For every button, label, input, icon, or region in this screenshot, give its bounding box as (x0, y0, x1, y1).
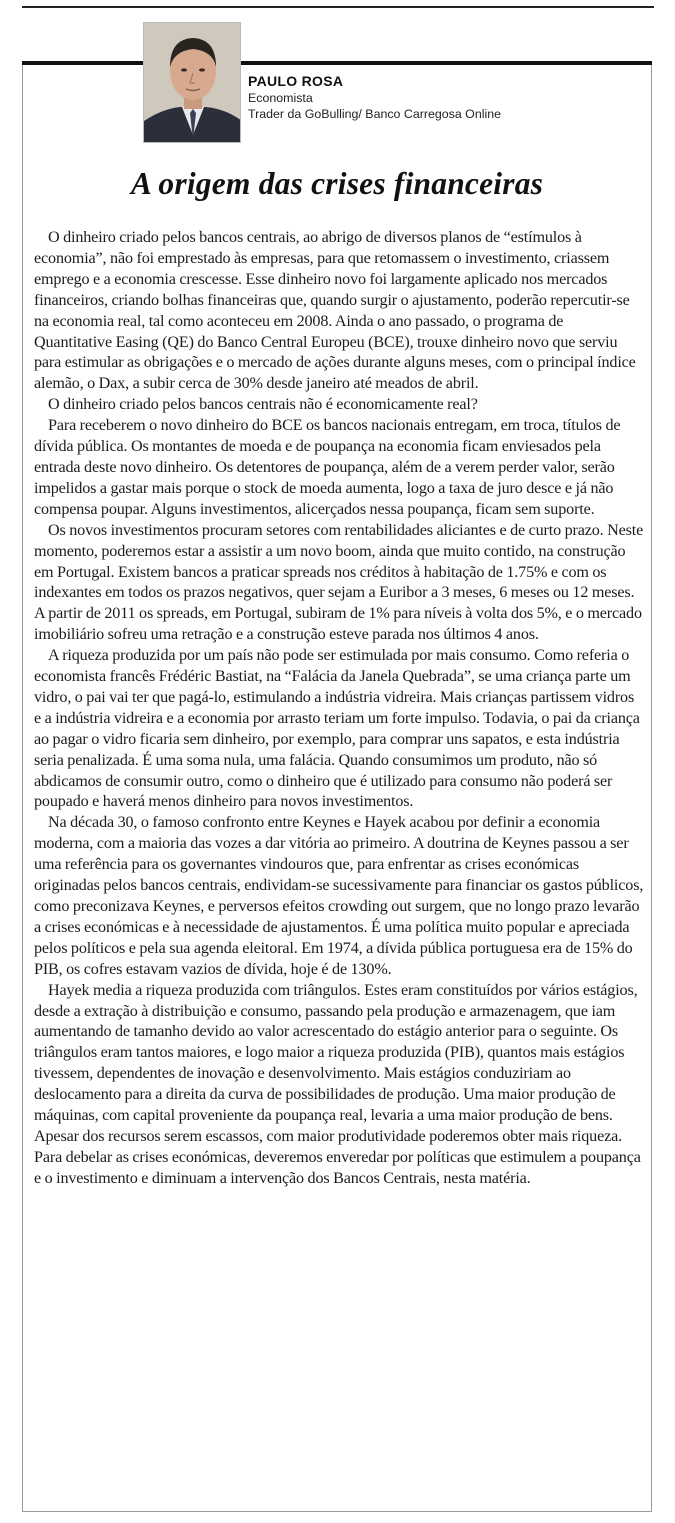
author-block (248, 73, 501, 122)
paragraph: Os novos investimentos procuram setores com rentabilidades aliciantes e de curto prazo. Neste momento, poderemos estar a assistir a um novo boom, ainda que muito contido, na construção em Portugal. Existem bancos a praticar spreads nos créditos à habitação de 1.75% e com os indexantes em todos os prazos negativos, quer sejam a Euribor a 3 meses, 6 meses ou 12 meses. A partir de 2011 os spreads, em Portugal, subiram de 1% para níveis à volta dos 5%, e o mercado imobiliário sofreu uma retração e a construção esteve parada nos últimos 4 anos. (34, 521, 644, 644)
paragraph: Para receberem o novo dinheiro do BCE os bancos nacionais entregam, em troca, títulos de dívida pública. Os montantes de moeda e de poupança na economia ficam enviesados pela entrada deste novo dinheiro. Os detentores de poupança, além de a verem perder valor, serão impelidos a gastar mais porque o stock de moeda aumenta, logo a taxa de juro desce e já não compensa poupar. Alguns investimentos, alicerçados nessa poupança, ficam sem suporte. (34, 417, 621, 518)
top-rule (22, 6, 654, 8)
frame-top-rule (22, 61, 652, 65)
paragraph: Hayek media a riqueza produzida com triângulos. Estes eram constituídos por vários estágios, desde a extração à distribuição e consumo, passando pela produção e armazenagem, que iam aumentando de tamanho devido ao valor acrescentado do estágio anterior para o seguinte. Os triângulos eram tantos maiores, e logo maior a riqueza produzida (PIB), quantos mais estágios tivessem, dependentes de inovação e desenvolvimento. Mais estágios conduziriam ao deslocamento para a direita da curva de possibilidades de produção. Uma maior produção de máquinas, com capital proveniente da poupança real, levaria a uma maior produção de bens. Apesar dos recursos serem escassos, com maior produtividade poderemos obter mais riqueza. (34, 981, 638, 1145)
article-body (34, 228, 644, 1190)
paragraph: O dinheiro criado pelos bancos centrais não é economicamente real? (48, 396, 478, 414)
paragraph: A riqueza produzida por um país não pode ser estimulada por mais consumo. Como referia o economista francês Frédéric Bastiat, na “Falácia da Janela Quebrada”, se uma criança parte um vidro, o pai vai ter que pagá-lo, estimulando a indústria vidreira. Mais crianças partissem vidros e a indústria vidreira e a economia por arrasto teriam um forte impulso. Todavia, o pai da criança ao pagar o vidro ficaria sem dinheiro, por exemplo, para comprar uns sapatos, e esta indústria seria penalizada. É uma soma nula, uma falácia. Quando consumimos um produto, não só abdicamos de consumir outro, como o dinheiro que é utilizado para consumo não poderá ser poupado e haverá menos dinheiro para novos investimentos. (34, 647, 640, 811)
author-name: PAULO ROSA (248, 73, 344, 89)
author-role: Economista (248, 91, 313, 105)
paragraph: Para debelar as crises económicas, deveremos enveredar por políticas que estimulem a poupança e o investimento e diminuam a intervenção dos Bancos Centrais, nesta matéria. (34, 1148, 641, 1187)
author-affiliation: Trader da GoBulling/ Banco Carregosa Online (248, 107, 501, 121)
author-photo (143, 22, 241, 143)
paragraph: Na década 30, o famoso confronto entre Keynes e Hayek acabou por definir a economia moderna, com a maioria das vozes a dar vitória ao primeiro. A doutrina de Keynes passou a ser uma referência para os governantes vindouros que, para enfrentar as crises económicas originadas pelos bancos centrais, endividam-se sucessivamente para financiar os gastos públicos, como preconizava Keynes, e perversos efeitos crowding out surgem, que no longo prazo levarão a crises económicas e à necessidade de ajustamentos. É uma política muito popular e apreciada pelos políticos e pela sua agenda eleitoral. Em 1974, a dívida pública portuguesa era de 15% do PIB, os cofres estavam vazios de dívida, hoje é de 130%. (34, 814, 644, 978)
paragraph: O dinheiro criado pelos bancos centrais, ao abrigo de diversos planos de “estímulos à economia”, não foi emprestado às empresas, para que retomassem o investimento, criassem emprego e a economia crescesse. Esse dinheiro novo foi largamente aplicado nos mercados financeiros, criando bolhas financeiras que, quando surgir o ajustamento, poderão repercutir-se na economia real, tal como aconteceu em 2008. Ainda o ano passado, o programa de Quantitative Easing (QE) do Banco Central Europeu (BCE), trouxe dinheiro novo que serviu para estimular as obrigações e o mercado de ações durante alguns meses, com o principal índice alemão, o Dax, a subir cerca de 30% desde janeiro até meados de abril. (34, 229, 636, 393)
article-title: A origem das crises financeiras (130, 166, 544, 201)
